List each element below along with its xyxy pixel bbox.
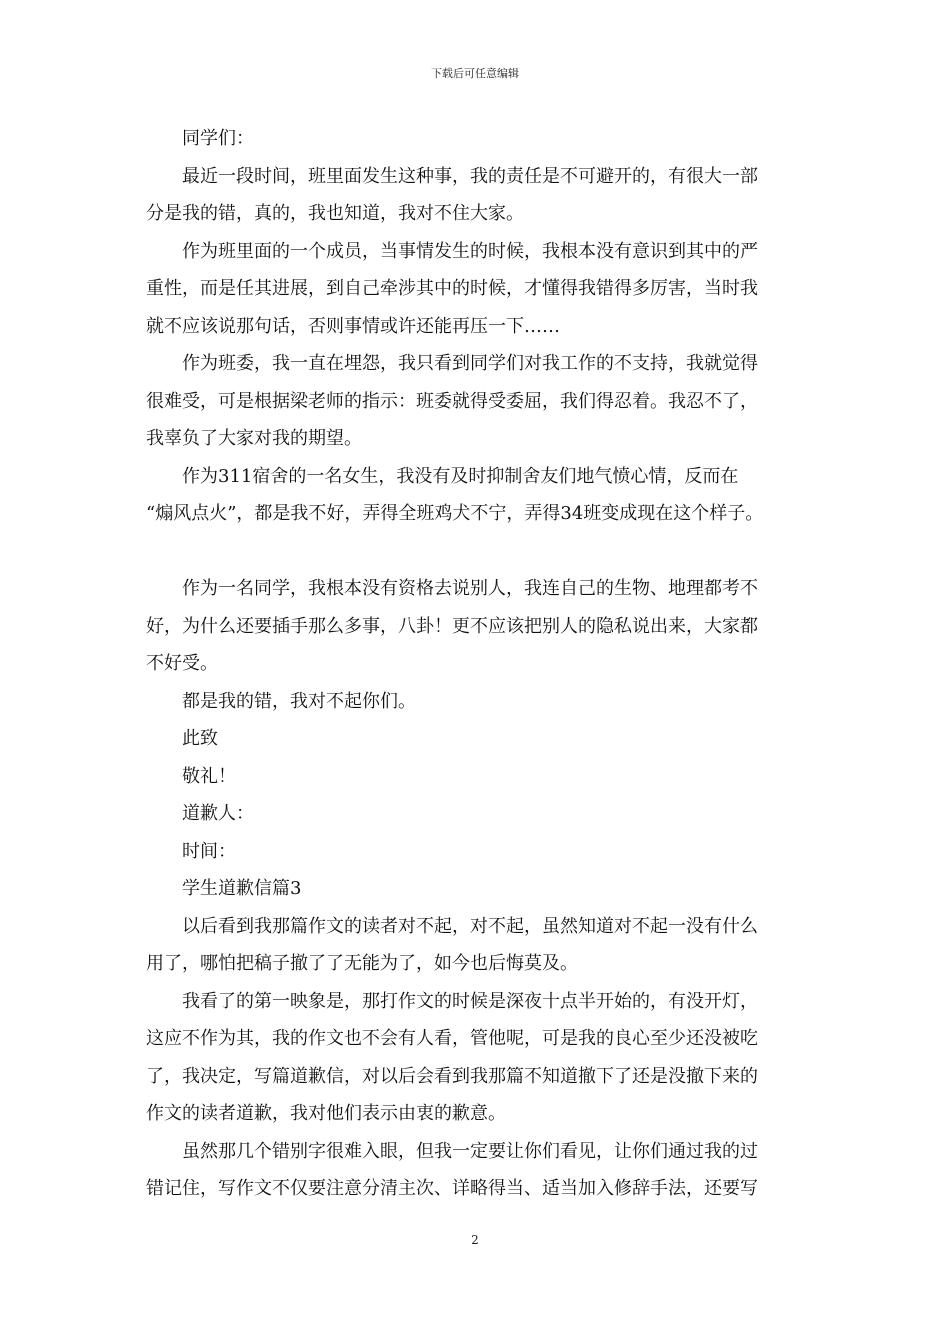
paragraph-line: 就不应该说那句话，否则事情或许还能再压一下…… [146, 315, 560, 337]
paragraph-line: 作为311宿舍的一名女生，我没有及时抑制舍友们地气愤心情，反而在 [182, 465, 739, 487]
paragraph-line: 作为班委，我一直在埋怨，我只看到同学们对我工作的不支持，我就觉得 [182, 353, 758, 374]
paragraph-line: 作文的读者道歉，我对他们表示由衷的歉意。 [146, 1103, 506, 1124]
paragraph-line: 我看了的第一映象是，那打作文的时候是深夜十点半开始的，有没开灯， [182, 990, 758, 1012]
paragraph-line: “煽风点火”，都是我不好，弄得全班鸡犬不宁，弄得34班变成现在这个样子。 [146, 503, 764, 524]
paragraph-line: 虽然那几个错别字很难入眼，但我一定要让你们看见，让你们通过我的过 [182, 1140, 758, 1162]
paragraph-line: 不好受。 [146, 653, 218, 674]
salutation: 同学们： [182, 128, 254, 149]
blank-line [146, 538, 806, 576]
paragraph-line: 都是我的错，我对不起你们。 [182, 690, 416, 712]
paragraph-line: 我辜负了大家对我的期望。 [146, 428, 362, 449]
paragraph-line: 很难受，可是根据梁老师的指示：班委就得受委屈，我们得忍着。我忍不了， [146, 390, 758, 412]
section-title: 学生道歉信篇3 [182, 878, 302, 899]
closing-line: 敬礼！ [182, 765, 236, 787]
paragraph-line: 分是我的错，真的，我也知道，我对不住大家。 [146, 203, 524, 224]
paragraph-line: 这应不作为其，我的作文也不会有人看，管他呢，可是我的良心至少还没被吃 [146, 1028, 758, 1049]
page-number: 2 [471, 1233, 479, 1247]
paragraph-line: 作为班里面的一个成员，当事情发生的时候，我根本没有意识到其中的严 [182, 240, 758, 262]
page-header: 下载后可任意编辑 [431, 67, 519, 80]
document-body [146, 125, 806, 1213]
closing-line: 此致 [182, 728, 218, 749]
paragraph-line: 以后看到我那篇作文的读者对不起，对不起，虽然知道对不起一没有什么 [182, 915, 758, 937]
signature-line: 道歉人： [182, 803, 254, 824]
paragraph-line: 作为一名同学，我根本没有资格去说别人，我连自己的生物、地理都考不 [182, 578, 758, 599]
paragraph-line: 错记住，写作文不仅要注意分清主次、详略得当、适当加入修辞手法，还要写 [146, 1178, 758, 1199]
paragraph-line: 用了，哪怕把稿子撤了了无能为了，如今也后悔莫及。 [146, 953, 578, 974]
paragraph-line: 重性，而是任其进展，到自己牵涉其中的时候，才懂得我错得多厉害，当时我 [146, 278, 758, 299]
paragraph-line: 最近一段时间，班里面发生这种事，我的责任是不可避开的，有很大一部 [182, 165, 758, 187]
paragraph-line: 了，我决定，写篇道歉信，对以后会看到我那篇不知道撤下了还是没撤下来的 [146, 1065, 758, 1087]
date-line: 时间： [182, 840, 236, 862]
paragraph-line: 好，为什么还要插手那么多事，八卦！更不应该把别人的隐私说出来，大家都 [146, 615, 758, 637]
